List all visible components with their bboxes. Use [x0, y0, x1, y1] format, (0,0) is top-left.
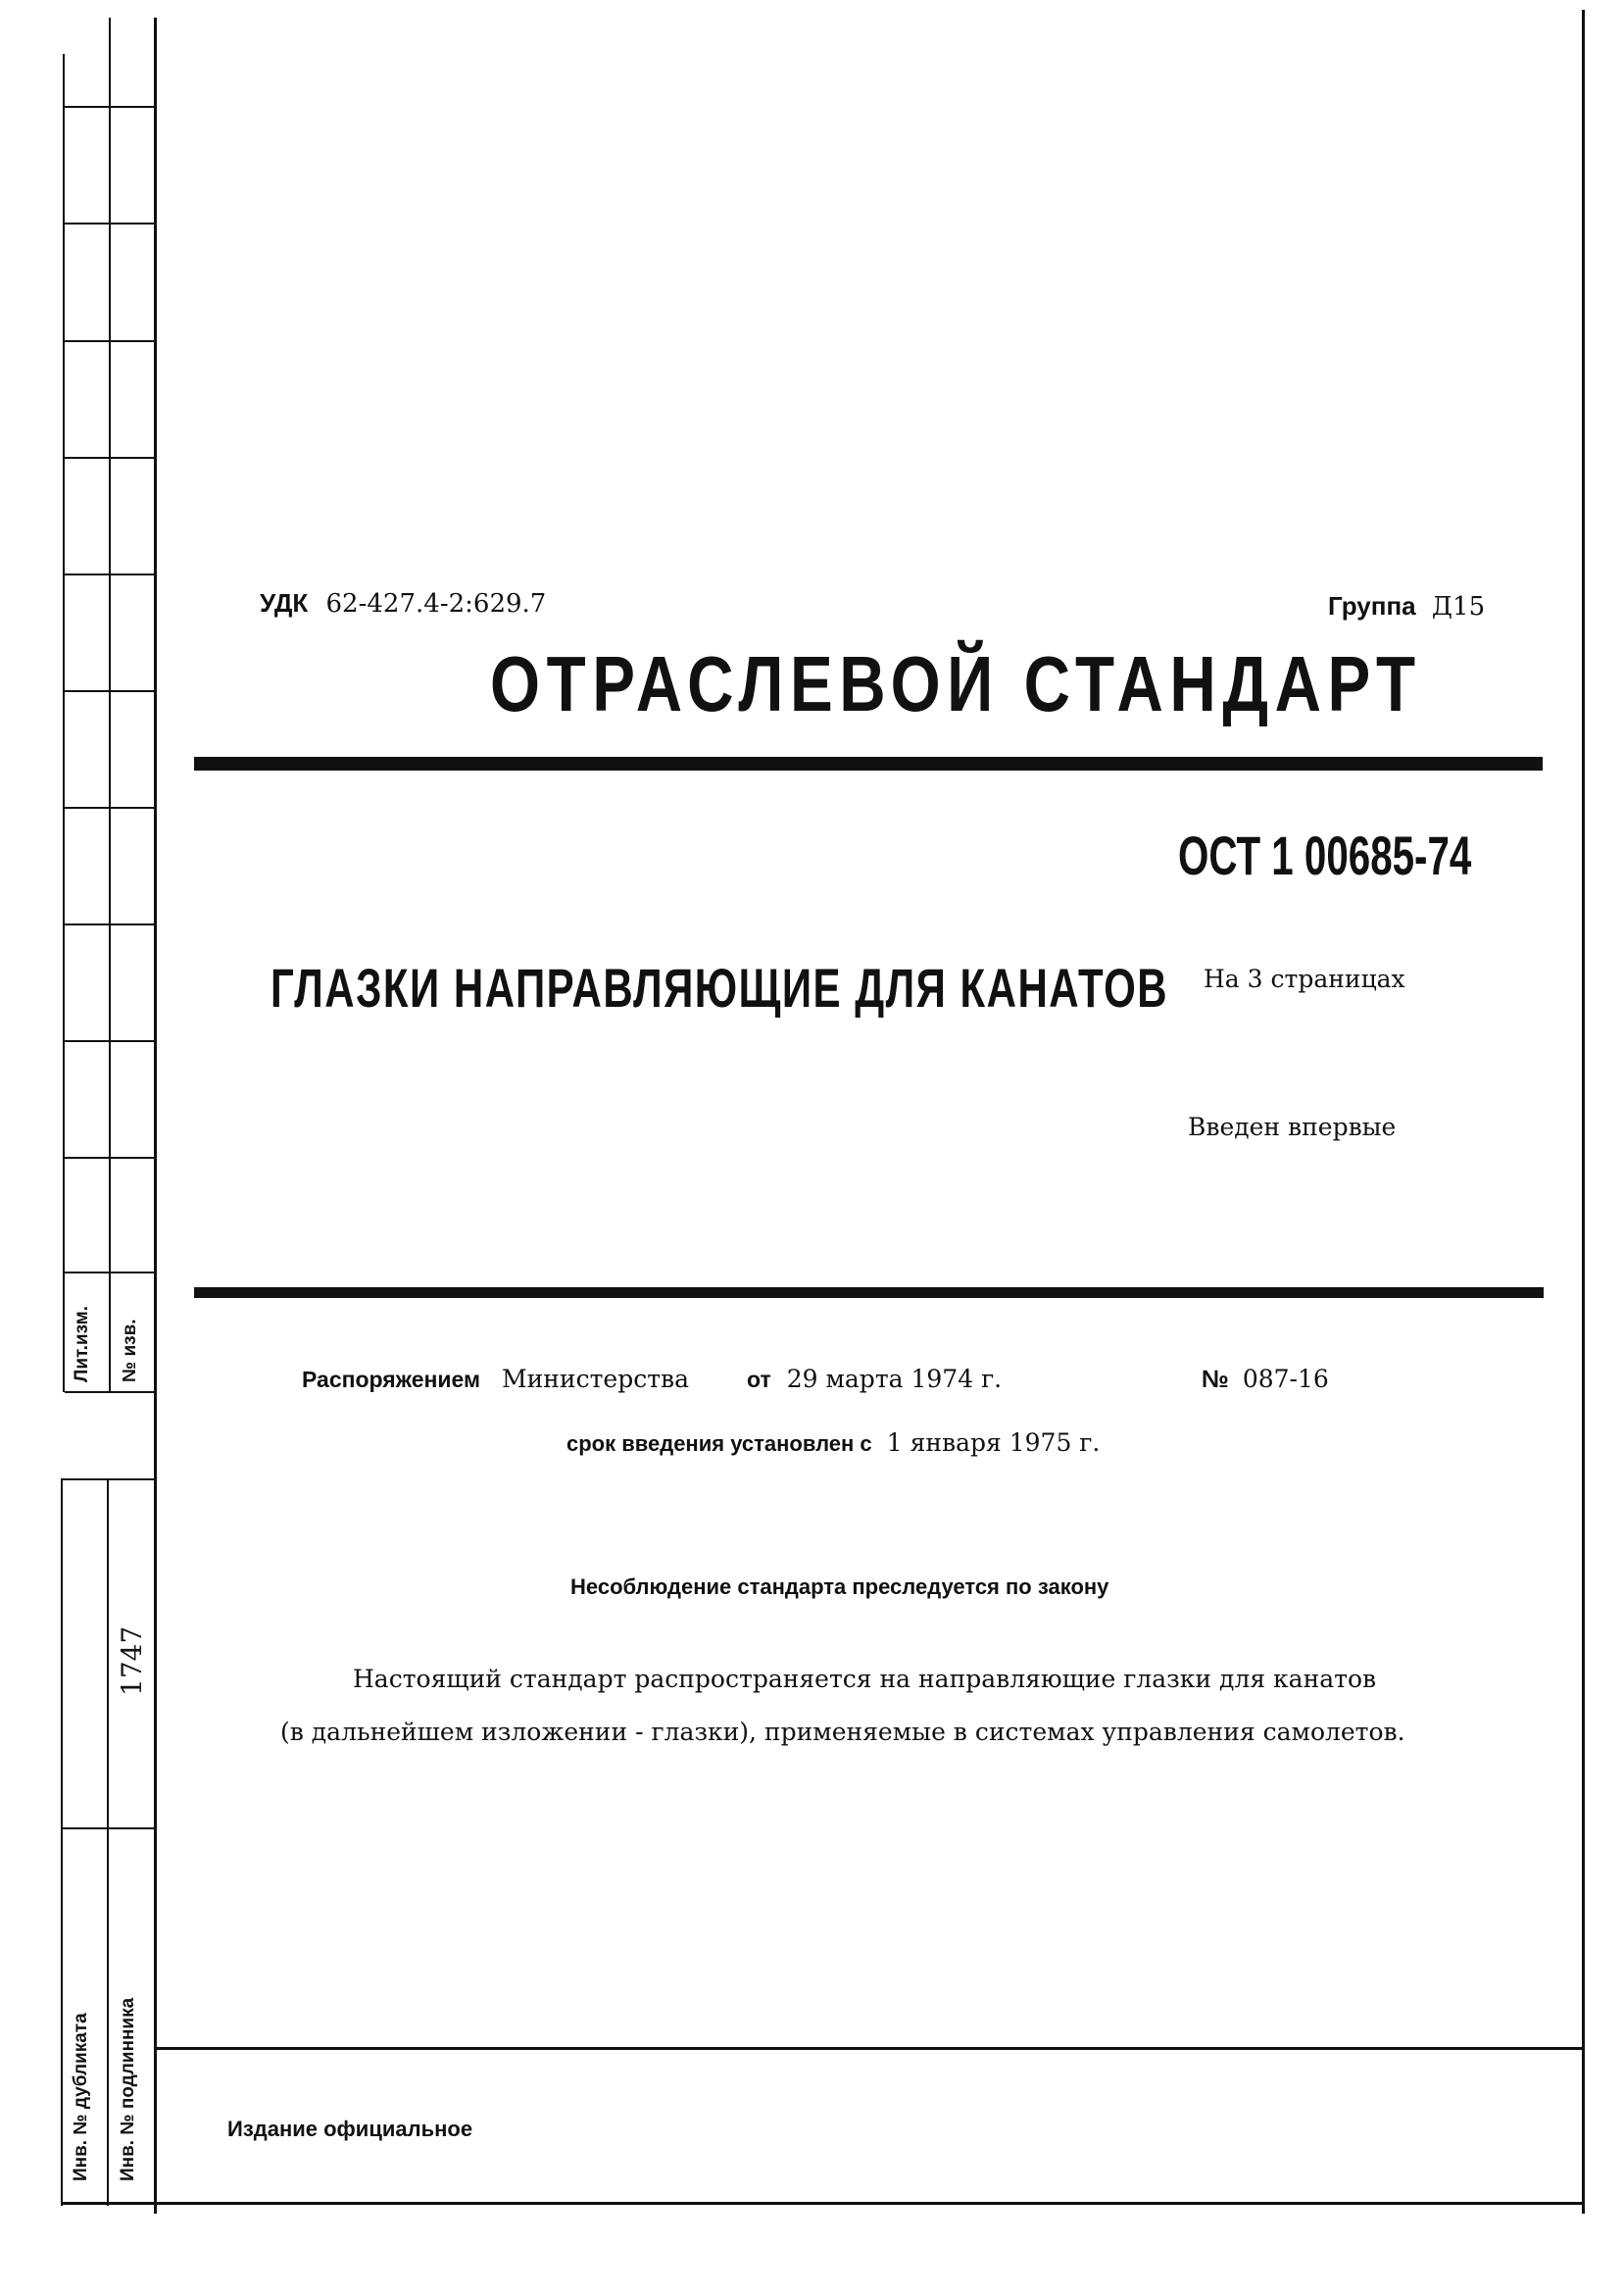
- margin-grid-line: [65, 1157, 154, 1159]
- scope-line-1: Настоящий стандарт распространяется на направляющие глазки для канатов: [353, 1665, 1377, 1693]
- inv-duplicate-label: Инв. № дубликата: [71, 2013, 91, 2181]
- order-number: 087-16: [1242, 1365, 1329, 1393]
- margin-grid-line: [65, 807, 154, 809]
- margin-grid-line: [65, 223, 154, 225]
- margin-grid-line: [65, 1391, 154, 1393]
- order-date-line: [747, 1365, 1002, 1393]
- margin-grid-line: [65, 690, 154, 692]
- order-from-label: от: [747, 1367, 771, 1392]
- effective-date: 1 января 1975 г.: [886, 1428, 1101, 1457]
- introduced-note: Введен впервые: [1188, 1113, 1397, 1141]
- bottom-rule: [61, 2202, 1585, 2205]
- inv-number-value: 1747: [116, 1625, 148, 1696]
- udk-value: 62-427.4-2:629.7: [325, 589, 547, 619]
- udk-line: [260, 588, 546, 619]
- group-line: [1328, 591, 1485, 622]
- lower-block-row-line: [61, 1827, 154, 1829]
- order-number-label: №: [1202, 1366, 1229, 1393]
- order-authority: Министерства: [502, 1365, 690, 1393]
- margin-grid-line: [65, 574, 154, 575]
- udk-label: УДК: [260, 588, 309, 618]
- lower-block-left: [61, 1478, 63, 2206]
- no-izv-label: № изв.: [120, 1319, 140, 1382]
- order-number-line: [1202, 1365, 1329, 1394]
- inv-original-label: Инв. № подлинника: [118, 1997, 138, 2181]
- edition-note: Издание официальное: [227, 2117, 473, 2141]
- scope-line-2: (в дальнейшем изложении - глазки), применяемые в системах управления самолетов.: [280, 1718, 1405, 1746]
- thick-rule-top: [194, 757, 1543, 771]
- lower-block-mid: [107, 1478, 109, 2206]
- footer-rule: [154, 2047, 1585, 2050]
- frame-top-left-vertical-outer: [63, 54, 65, 1392]
- group-value: Д15: [1431, 592, 1486, 622]
- page-title: ОТРАСЛЕВОЙ СТАНДАРТ: [490, 640, 1422, 727]
- margin-grid-line: [65, 457, 154, 459]
- thick-rule-bottom: [194, 1287, 1544, 1298]
- frame-right-vertical: [1582, 10, 1585, 2214]
- legal-notice: Несоблюдение стандарта преследуется по закону: [570, 1574, 1109, 1599]
- product-name: ГЛАЗКИ НАПРАВЛЯЮЩИЕ ДЛЯ КАНАТОВ: [271, 957, 1169, 1019]
- effective-line: [566, 1428, 1100, 1457]
- frame-main-vertical: [154, 18, 157, 2214]
- margin-grid-line: [65, 340, 154, 342]
- effective-label: срок введения установлен с: [566, 1431, 872, 1456]
- standard-number: ОСТ 1 00685-74: [1178, 824, 1472, 886]
- lit-izm-label: Лит.изм.: [72, 1306, 92, 1382]
- margin-grid-line: [65, 1040, 154, 1042]
- margin-grid-line: [65, 923, 154, 925]
- margin-grid-line: [65, 106, 154, 108]
- order-date: 29 марта 1974 г.: [786, 1365, 1003, 1393]
- order-label: Распоряжением: [302, 1367, 481, 1392]
- margin-grid-line: [65, 1272, 154, 1273]
- pages-note: На 3 страницах: [1204, 965, 1405, 993]
- group-label: Группа: [1328, 591, 1416, 621]
